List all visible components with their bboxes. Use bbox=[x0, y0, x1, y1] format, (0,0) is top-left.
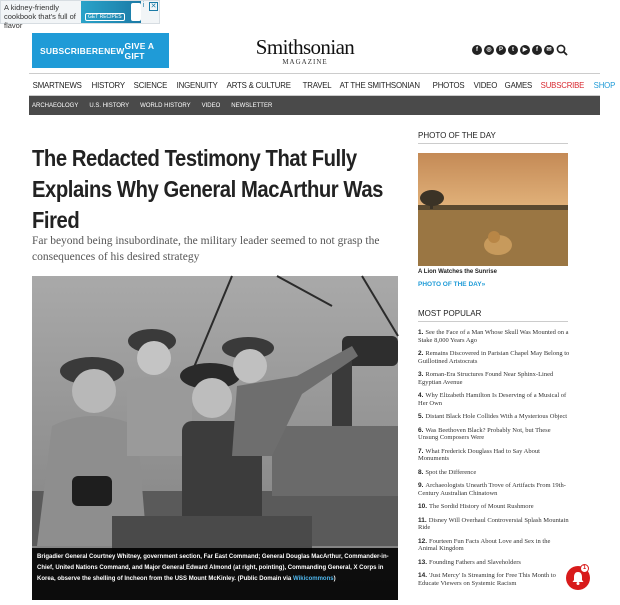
popular-item[interactable] bbox=[418, 427, 570, 442]
popular-item-number: 1. bbox=[418, 329, 424, 336]
nav-item-at-the-smithsonian[interactable]: AT THE SMITHSONIAN bbox=[339, 79, 420, 90]
popular-item-number: 14. bbox=[418, 572, 428, 579]
logo-wordmark: Smithsonian bbox=[255, 35, 355, 59]
site-logo[interactable] bbox=[253, 36, 357, 66]
hero-photo-caption bbox=[32, 548, 398, 600]
main-nav bbox=[29, 73, 616, 96]
popular-item-number: 9. bbox=[418, 482, 424, 489]
popular-item-number: 3. bbox=[418, 371, 424, 378]
article-title: The Redacted Testimony That Fully Explains Why General MacArthur Was Fired bbox=[32, 145, 383, 233]
ad-info-icon[interactable]: i bbox=[142, 2, 145, 9]
caption-credit-suffix: ) bbox=[333, 576, 336, 582]
popular-item[interactable] bbox=[418, 413, 570, 421]
sub-nav bbox=[29, 96, 600, 115]
popular-item-number: 8. bbox=[418, 468, 424, 476]
popular-item-number: 13. bbox=[418, 558, 428, 566]
popular-item[interactable] bbox=[418, 350, 570, 365]
article-dek: Far beyond being insubordinate, the military leader seemed to not grasp the consequences of his desired strategy bbox=[32, 235, 380, 263]
popular-item-title[interactable]: Spot the Difference bbox=[425, 468, 477, 476]
subscribe-link[interactable]: SUBSCRIBE bbox=[40, 45, 92, 56]
social-links bbox=[472, 45, 554, 55]
nav-item-video[interactable]: VIDEO bbox=[473, 79, 497, 90]
popular-item-title[interactable]: The Sordid History of Mount Rushmore bbox=[429, 503, 534, 510]
popular-item-title[interactable]: See the Face of a Man Whose Skull Was Mounted on a Stake 8,000 Years Ago bbox=[418, 329, 569, 344]
popular-item-number: 4. bbox=[418, 392, 424, 399]
popular-item-title[interactable]: 'Just Mercy' Is Streaming for Free This Month to Educate Viewers on Systemic Racism bbox=[418, 572, 556, 587]
popular-item[interactable] bbox=[418, 517, 570, 532]
popular-item-title[interactable]: Why Elizabeth Hamilton Is Deserving of a Musical of Her Own bbox=[418, 392, 567, 407]
popular-item-title[interactable]: Founding Fathers and Slaveholders bbox=[429, 558, 521, 566]
top-ad-banner[interactable] bbox=[0, 0, 160, 30]
photo-of-day-graphic bbox=[418, 153, 568, 266]
nav-item-history[interactable]: HISTORY bbox=[91, 79, 126, 90]
instagram-icon[interactable]: ◎ bbox=[484, 45, 494, 55]
nav-item-photos[interactable]: PHOTOS bbox=[432, 79, 465, 90]
popular-item-number: 7. bbox=[418, 447, 424, 455]
popular-item-title[interactable]: What Frederick Douglass Had to Say About Monuments bbox=[418, 447, 540, 462]
caption-credit-link[interactable]: Wikicommons bbox=[292, 576, 334, 582]
popular-item-title[interactable]: Fourteen Fun Facts About Love and Sex in the Animal Kingdom bbox=[418, 537, 551, 552]
subscribe-box bbox=[32, 33, 169, 68]
article-hero-photo bbox=[32, 276, 398, 600]
popular-item-title[interactable]: Was Beethoven Black? Probably Not, but These Unsung Composers Were bbox=[418, 426, 551, 441]
ad-cta-button[interactable]: GET RECIPES bbox=[85, 13, 125, 21]
popular-item[interactable] bbox=[418, 371, 570, 386]
subnav-item-video[interactable]: VIDEO bbox=[201, 102, 221, 109]
popular-item[interactable] bbox=[418, 559, 570, 567]
popular-item[interactable] bbox=[418, 392, 570, 407]
subnav-item-newsletter[interactable]: NEWSLETTER bbox=[231, 102, 273, 109]
pinterest-icon[interactable]: P bbox=[496, 45, 506, 55]
nav-item-arts-culture[interactable]: ARTS & CULTURE bbox=[226, 79, 291, 90]
photo-of-day-heading: PHOTO OF THE DAY bbox=[418, 131, 568, 144]
popular-item[interactable] bbox=[418, 503, 570, 511]
logo-subtitle: MAGAZINE bbox=[282, 58, 328, 66]
photo-of-day-image[interactable] bbox=[418, 153, 568, 266]
nav-item-smartnews[interactable]: SMARTNEWS bbox=[32, 79, 82, 90]
popular-item[interactable] bbox=[418, 538, 570, 553]
popular-item[interactable] bbox=[418, 469, 570, 477]
nav-item-science[interactable]: SCIENCE bbox=[134, 79, 168, 90]
popular-item-number: 10. bbox=[418, 503, 428, 510]
photo-of-day-caption[interactable]: A Lion Watches the Sunrise bbox=[418, 269, 497, 275]
popular-item-title[interactable]: Disney Will Overhaul Controversial Splash Mountain Ride bbox=[418, 516, 569, 531]
nav-item-shop[interactable]: SHOP bbox=[593, 79, 616, 90]
popular-item[interactable] bbox=[418, 329, 570, 344]
popular-item-number: 12. bbox=[418, 537, 428, 545]
subnav-item-world-history[interactable]: WORLD HISTORY bbox=[140, 102, 191, 109]
popular-item[interactable] bbox=[418, 448, 570, 463]
popular-item-number: 6. bbox=[418, 426, 424, 434]
nav-item-travel[interactable]: TRAVEL bbox=[302, 79, 332, 90]
flipboard-icon[interactable]: f bbox=[532, 45, 542, 55]
email-icon[interactable]: ✉ bbox=[544, 45, 554, 55]
nav-item-games[interactable]: GAMES bbox=[504, 79, 533, 90]
nav-item-ingenuity[interactable]: INGENUITY bbox=[176, 79, 218, 90]
popular-item-number: 2. bbox=[418, 350, 424, 357]
popular-item-number: 5. bbox=[418, 413, 424, 420]
ad-close-icon[interactable]: ✕ bbox=[150, 3, 157, 10]
photo-of-day-link[interactable]: PHOTO OF THE DAY» bbox=[418, 281, 486, 288]
popular-item-title[interactable]: Distant Black Hole Collides With a Mysterious Object bbox=[425, 413, 568, 420]
youtube-icon[interactable]: ▶ bbox=[520, 45, 530, 55]
caption-text: Brigadier General Courtney Whitney, government section, Far East Command; General Douglas MacArthur, Commander-in-Chief, United Nations Command, and Major General Edward Almond (at right, pointing), Commanding General, X Corps in Korea, observe the shelling of Incheon from the USS Mount McKinley. bbox=[37, 554, 389, 582]
most-popular-heading: MOST POPULAR bbox=[418, 309, 568, 322]
popular-item[interactable] bbox=[418, 572, 570, 587]
most-popular-list bbox=[418, 329, 570, 593]
notification-badge: 1 bbox=[580, 564, 589, 573]
popular-item-number: 11. bbox=[418, 516, 427, 524]
subnav-item-archaeology[interactable]: ARCHAEOLOGY bbox=[32, 102, 79, 109]
popular-item-title[interactable]: Remains Discovered in Parisian Chapel May Belong to Guillotined Aristocrats bbox=[418, 350, 570, 365]
popular-item-title[interactable]: Roman-Era Structures Found Near Sphinx-Lined Egyptian Avenue bbox=[418, 371, 554, 386]
popular-item-title[interactable]: Archaeologists Unearth Trove of Artifacts From 19th-Century Australian Chinatown bbox=[418, 482, 566, 497]
renew-link[interactable]: RENEW bbox=[91, 45, 125, 56]
caption-credit-prefix: (Public Domain via bbox=[237, 576, 293, 582]
give-gift-link[interactable]: GIVE A GIFT bbox=[124, 40, 154, 61]
search-icon[interactable] bbox=[556, 44, 568, 56]
twitter-icon[interactable]: t bbox=[508, 45, 518, 55]
subnav-item-u-s-history[interactable]: U.S. HISTORY bbox=[89, 102, 130, 109]
ad-text: A kidney-friendly cookbook that's full of flavor bbox=[4, 3, 76, 30]
nav-item-subscribe[interactable]: SUBSCRIBE bbox=[540, 79, 585, 90]
popular-item[interactable] bbox=[418, 482, 570, 497]
facebook-icon[interactable]: f bbox=[472, 45, 482, 55]
